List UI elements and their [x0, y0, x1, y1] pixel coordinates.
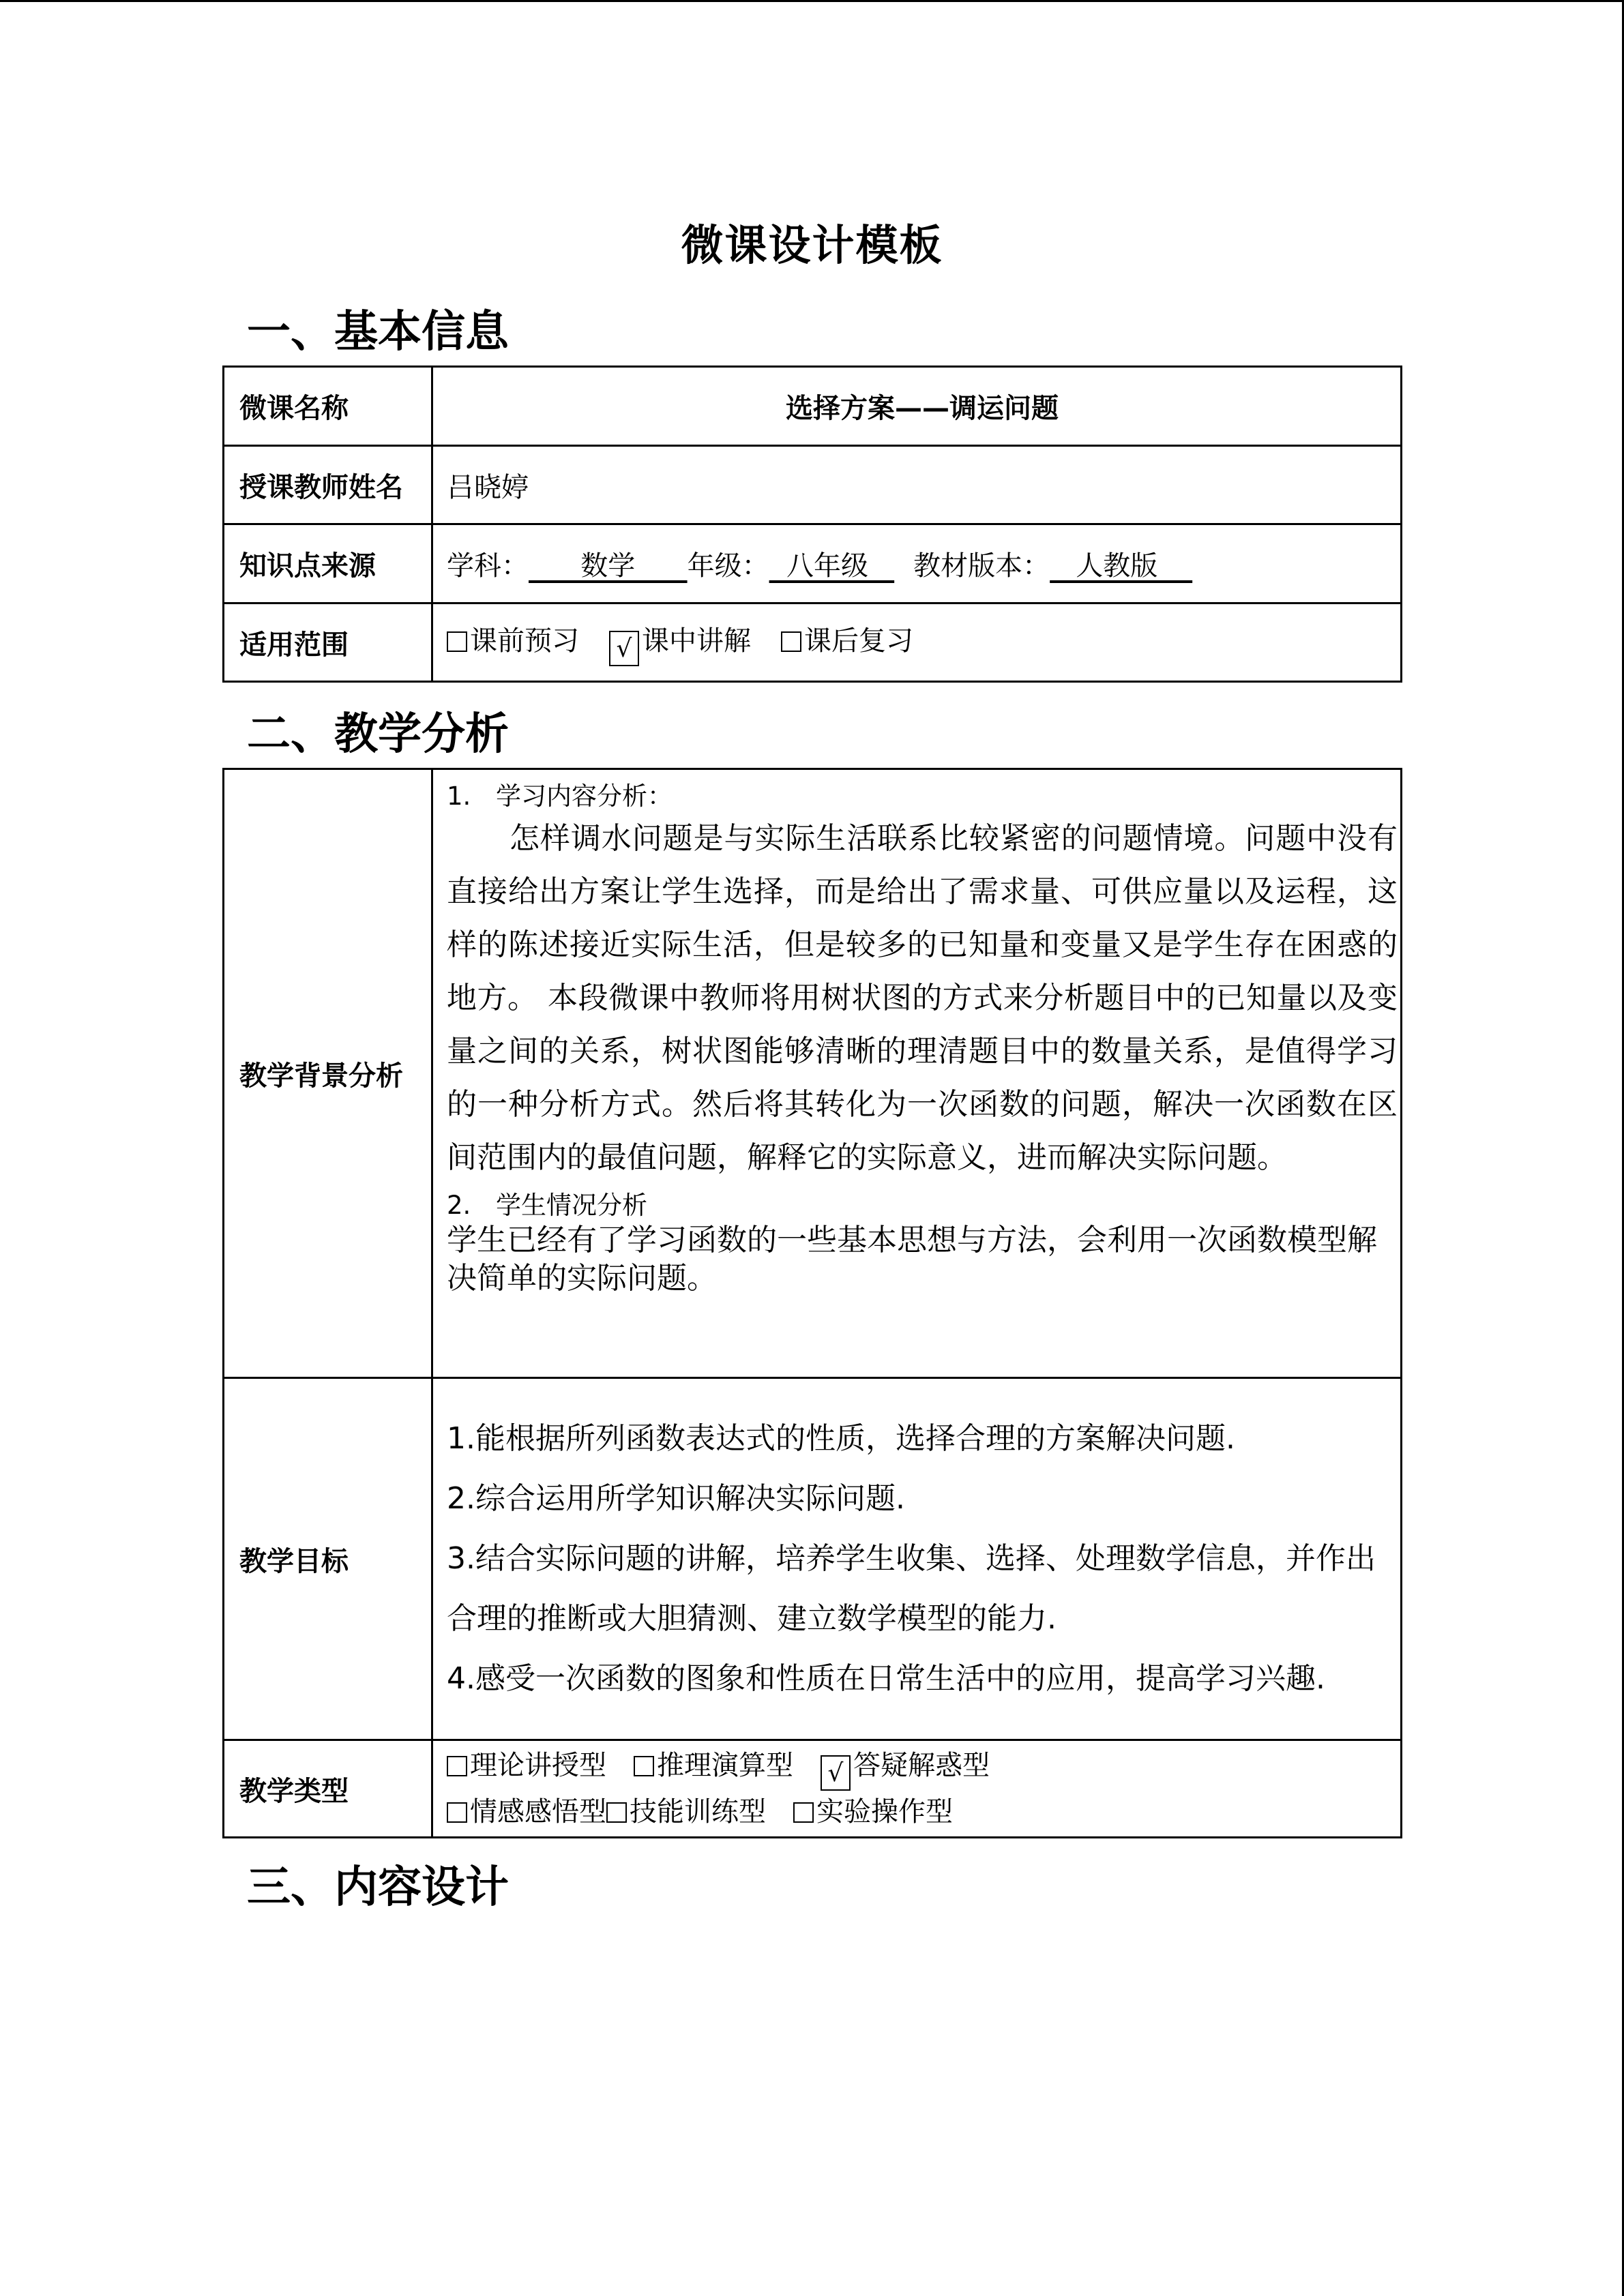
section-heading-content-design: 三、内容设计	[247, 1862, 509, 1913]
background-label: 教学背景分析	[224, 769, 432, 1378]
checkbox-icon[interactable]	[447, 1756, 467, 1776]
section-heading-teaching-analysis: 二、教学分析	[247, 709, 509, 760]
row-teacher	[224, 446, 1402, 524]
type-options-row-1	[447, 1744, 1398, 1791]
edition-label: 教材版本：	[913, 550, 1050, 582]
scope-option-in[interactable]: √ 课中讲解	[609, 625, 751, 657]
teacher-name: 吕晓婷	[432, 446, 1402, 524]
type-options	[432, 1740, 1402, 1838]
teacher-label: 授课教师姓名	[224, 446, 432, 524]
goal-item: 4.感受一次函数的图象和性质在日常生活中的应用，提高学习兴趣.	[447, 1661, 1325, 1696]
teaching-analysis-table	[222, 768, 1402, 1838]
document-title: 微课设计模板	[681, 220, 943, 270]
subject-value: 数学	[529, 550, 688, 582]
scope-label: 适用范围	[224, 603, 432, 682]
goals-label: 教学目标	[224, 1378, 432, 1740]
type-option-skill[interactable]: 技能训练型	[606, 1796, 766, 1828]
student-analysis-text: 学生已经有了学习函数的一些基本思想与方法，会利用一次函数模型解决简单的实际问题。	[447, 1223, 1377, 1296]
source-label: 知识点来源	[224, 524, 432, 603]
course-name-value: 选择方案——调运问题	[432, 367, 1402, 446]
row-scope	[224, 603, 1402, 682]
checkbox-checked-icon[interactable]: √	[821, 1755, 851, 1791]
checkbox-icon[interactable]	[793, 1802, 814, 1823]
subject-label: 学科：	[447, 550, 529, 582]
row-type	[224, 1740, 1402, 1838]
goals-list	[432, 1378, 1402, 1740]
background-content	[432, 769, 1402, 1378]
type-option-emotion[interactable]: 情感感悟型	[447, 1796, 606, 1828]
checkbox-checked-icon[interactable]: √	[609, 631, 639, 666]
type-option-reasoning[interactable]: 推理演算型	[634, 1750, 793, 1781]
type-option-qa[interactable]: √ 答疑解惑型	[821, 1750, 990, 1781]
grade-label: 年级：	[687, 550, 769, 582]
goal-item: 1.能根据所列函数表达式的性质，选择合理的方案解决问题.	[447, 1421, 1235, 1456]
scope-option-post[interactable]: 课后复习	[781, 625, 913, 657]
checkbox-icon[interactable]	[447, 631, 467, 652]
type-options-row-2	[447, 1791, 1398, 1833]
section-heading-basic-info: 一、基本信息	[247, 307, 509, 357]
type-option-theory[interactable]: 理论讲授型	[447, 1750, 606, 1781]
row-background	[224, 769, 1402, 1378]
course-name-label: 微课名称	[224, 367, 432, 446]
type-option-experiment[interactable]: 实验操作型	[793, 1796, 953, 1828]
checkbox-icon[interactable]	[606, 1802, 627, 1823]
grade-value: 八年级	[769, 550, 895, 582]
row-course-name	[224, 367, 1402, 446]
content-analysis-text: 怎样调水问题是与实际生活联系比较紧密的问题情境。问题中没有直接给出方案让学生选择，而是给出了需求量、可供应量以及运程，这样的陈述接近实际生活，但是较多的已知量和变量又是学生存在困惑的地方。 本段微课中教师将用树状图的方式来分析题目中的已知量以及变量之间的关系，树状图能够清晰的理清题目中的数量关系，是值得学习的一种分析方式。然后将其转化为一次函数的问题，解决一次函数在区间范围内的最值问题，解释它的实际意义，进而解决实际问题。	[447, 821, 1398, 1175]
checkbox-icon[interactable]	[447, 1802, 467, 1823]
content-analysis-heading: 1. 学习内容分析：	[447, 781, 673, 811]
student-analysis-heading: 2. 学生情况分析	[447, 1191, 647, 1220]
row-goals	[224, 1378, 1402, 1740]
goal-item: 3.结合实际问题的讲解，培养学生收集、选择、处理数学信息，并作出合理的推断或大胆猜测、建立数学模型的能力.	[447, 1541, 1376, 1636]
goal-item: 2.综合运用所学知识解决实际问题.	[447, 1481, 905, 1516]
scope-options	[432, 603, 1402, 682]
page-border-top	[0, 0, 1624, 2]
type-label: 教学类型	[224, 1740, 432, 1838]
checkbox-icon[interactable]	[634, 1756, 654, 1776]
scope-option-pre[interactable]: 课前预习	[447, 625, 579, 657]
checkbox-icon[interactable]	[781, 631, 801, 652]
edition-value: 人教版	[1050, 550, 1193, 582]
row-source	[224, 524, 1402, 603]
source-value	[432, 524, 1402, 603]
basic-info-table	[222, 366, 1402, 683]
